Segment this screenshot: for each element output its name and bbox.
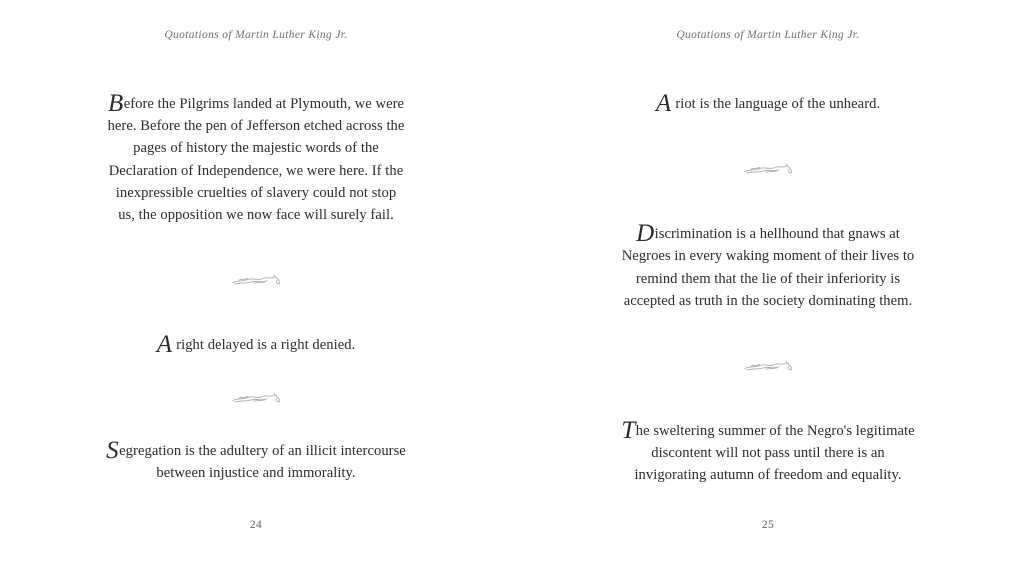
quote-text: iscrimination is a hellhound that gnaws at Negroes in every waking moment of their lives to remind them that the lie of their inferiority is accepted as truth in the society dominating them. <box>621 226 915 309</box>
quote-block <box>618 90 918 117</box>
left-page-body <box>106 41 406 576</box>
drop-cap: D <box>636 220 655 248</box>
quote-text: riot is the language of the unheard. <box>671 96 881 112</box>
drop-cap: S <box>106 437 119 465</box>
quote-text: egregation is the adultery of an illicit intercourse between injustice and immorality. <box>119 443 406 482</box>
quote-text: he sweltering summer of the Negro's legitimate discontent will not pass until there is an invigorating autumn of freedom and equality. <box>634 422 915 484</box>
drop-cap: A <box>156 331 172 359</box>
drop-cap: B <box>107 90 124 117</box>
drop-cap: A <box>655 90 672 117</box>
right-page-body <box>618 41 918 576</box>
quote-text: right delayed is a right denied. <box>172 337 356 354</box>
page-number-left: 24 <box>249 519 263 531</box>
quote-block <box>106 437 406 484</box>
quote-block <box>106 331 406 359</box>
quote-text: efore the Pilgrims landed at Plymouth, we were here. Before the pen of Jefferson etched across the pages of history the majestic words of the Declaration of Independence, we were here. If the inexpressible cruelties of slavery could not stop us, the opposition we now face will surely fail. <box>107 96 405 223</box>
right-page <box>512 0 1024 576</box>
quote-block <box>106 90 406 226</box>
page-number-right: 25 <box>761 519 775 531</box>
signature-flourish-ornament <box>106 390 406 406</box>
running-head-right: Quotations of Martin Luther King Jr. <box>676 29 860 41</box>
drop-cap: T <box>621 416 636 444</box>
quote-block <box>618 416 918 487</box>
signature-flourish-ornament <box>106 272 406 288</box>
signature-flourish-ornament <box>618 161 918 177</box>
signature-flourish-ornament <box>618 358 918 374</box>
quote-block <box>618 220 918 312</box>
running-head-left: Quotations of Martin Luther King Jr. <box>164 29 348 41</box>
